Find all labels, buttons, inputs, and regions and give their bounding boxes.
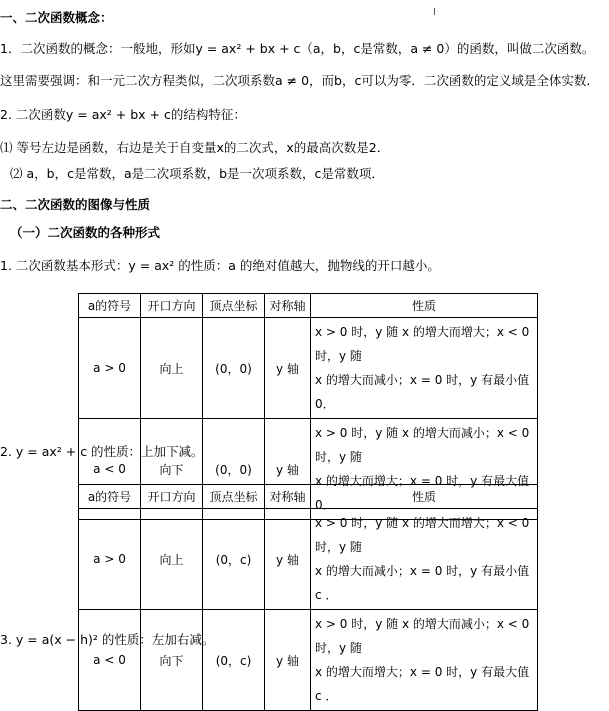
property-cell	[311, 509, 538, 610]
property-line: x 的增大而增大；x = 0 时，y 有最大值0．	[315, 474, 530, 512]
axis-cell: y 轴	[265, 419, 311, 520]
direction-cell: 向下	[141, 419, 203, 520]
structure-point-1: ⑴ 等号左边是函数，右边是关于自变量x的二次式，x的最高次数是2．	[0, 140, 390, 155]
direction-cell: 向上	[141, 509, 203, 610]
header-axis: 对称轴	[265, 485, 311, 509]
vertex-cell: (0，0)	[203, 419, 265, 520]
direction-cell: 向上	[141, 318, 203, 419]
property-line: x > 0 时，y 随 x 的增大而增大；x < 0 时，y 随	[315, 516, 530, 554]
constant-shift-item: 2. y = ax² + c 的性质：上加下减。	[0, 444, 204, 459]
table-row	[79, 610, 538, 711]
table-row	[79, 509, 538, 610]
header-direction: 开口方向	[141, 485, 203, 509]
section-2-subheading: （一）二次函数的各种形式	[10, 225, 161, 240]
header-direction: 开口方向	[141, 294, 203, 318]
vertical-mark	[434, 8, 435, 15]
header-property: 性质	[311, 294, 538, 318]
property-line: x 的增大而减小；x = 0 时，y 有最小值0．	[315, 373, 530, 411]
property-line: x 的增大而减小；x = 0 时，y 有最小值 c ．	[315, 564, 530, 602]
section-2-heading: 二、二次函数的图像与性质	[0, 197, 151, 212]
property-line: x > 0 时，y 随 x 的增大而增大；x < 0 时，y 随	[315, 325, 530, 363]
property-table-2	[78, 484, 538, 711]
header-sign: a的符号	[79, 485, 141, 509]
sign-cell: a > 0	[79, 318, 141, 419]
vertex-cell: (0，0)	[203, 318, 265, 419]
table-header-row	[79, 485, 538, 509]
property-cell	[311, 318, 538, 419]
header-property: 性质	[311, 485, 538, 509]
vertex-cell: (0，c)	[203, 509, 265, 610]
structure-heading: 2. 二次函数y = ax² + bx + c的结构特征：	[0, 107, 246, 122]
table-row	[79, 318, 538, 419]
axis-cell: y 轴	[265, 509, 311, 610]
basic-form-item: 1. 二次函数基本形式：y = ax² 的性质：a 的绝对值越大，抛物线的开口越小。	[0, 258, 440, 273]
sign-cell: a < 0	[79, 610, 141, 711]
direction-cell: 向下	[141, 610, 203, 711]
section-1-heading: 一、二次函数概念：	[0, 10, 113, 25]
header-axis: 对称轴	[265, 294, 311, 318]
vertex-cell: (0，c)	[203, 610, 265, 711]
property-line: x > 0 时，y 随 x 的增大而减小；x < 0 时，y 随	[315, 617, 530, 655]
header-sign: a的符号	[79, 294, 141, 318]
axis-cell: y 轴	[265, 318, 311, 419]
header-vertex: 顶点坐标	[203, 294, 265, 318]
axis-cell: y 轴	[265, 610, 311, 711]
horizontal-shift-item: 3. y = a(x − h)² 的性质：左加右减。	[0, 632, 215, 647]
structure-point-2: ⑵ a，b，c是常数，a是二次项系数，b是一次项系数，c是常数项．	[10, 166, 384, 181]
header-vertex: 顶点坐标	[203, 485, 265, 509]
property-line: x > 0 时，y 随 x 的增大而减小；x < 0 时，y 随	[315, 426, 530, 464]
concept-paragraph: 1．二次函数的概念：一般地，形如y = ax² + bx + c（a，b，c是常数，a ≠ 0）的函数，叫做二次函数。	[0, 41, 595, 56]
table-header-row	[79, 294, 538, 318]
sign-cell: a > 0	[79, 509, 141, 610]
sign-cell: a < 0	[79, 419, 141, 520]
property-cell	[311, 610, 538, 711]
property-line: x 的增大而增大；x = 0 时，y 有最大值 c ．	[315, 665, 530, 703]
emphasis-paragraph: 这里需要强调：和一元二次方程类似，二次项系数a ≠ 0，而b，c可以为零．二次函数的定义域是全体实数．	[0, 73, 599, 88]
